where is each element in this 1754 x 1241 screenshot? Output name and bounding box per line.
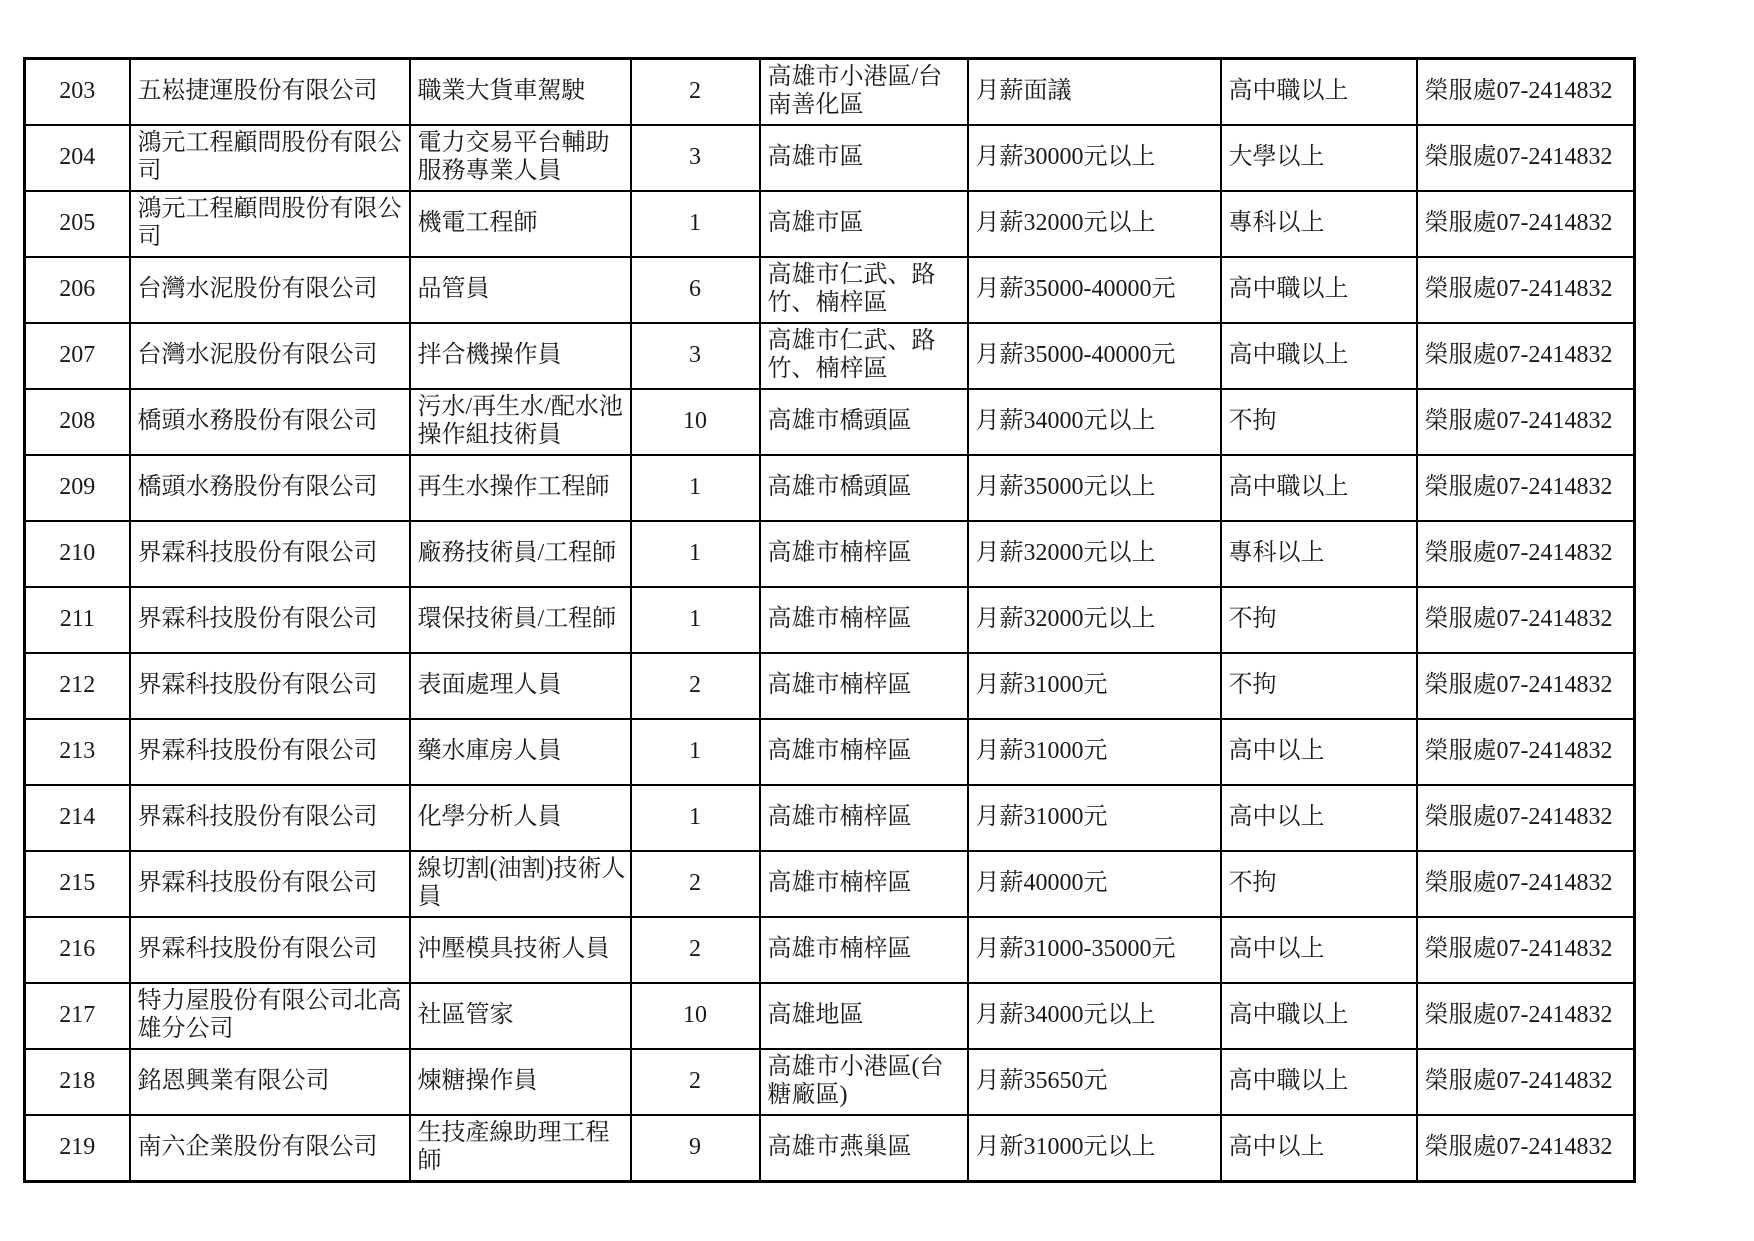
- cell-company-name: 銘恩興業有限公司: [130, 1049, 410, 1115]
- cell-salary: 月薪31000元: [968, 719, 1221, 785]
- cell-salary: 月薪31000元: [968, 653, 1221, 719]
- cell-job-title: 煉糖操作員: [410, 1049, 631, 1115]
- cell-contact-info: 榮服處07-2414832: [1417, 323, 1635, 389]
- table-row: [25, 983, 1635, 1049]
- cell-work-location: 高雄市橋頭區: [760, 389, 968, 455]
- cell-job-title: 線切割(油割)技術人員: [410, 851, 631, 917]
- cell-contact-info: 榮服處07-2414832: [1417, 719, 1635, 785]
- cell-education-requirement: 專科以上: [1221, 191, 1417, 257]
- cell-openings-count: 3: [631, 125, 760, 191]
- cell-openings-count: 1: [631, 719, 760, 785]
- cell-education-requirement: 高中職以上: [1221, 323, 1417, 389]
- cell-openings-count: 10: [631, 389, 760, 455]
- cell-contact-info: 榮服處07-2414832: [1417, 851, 1635, 917]
- cell-row-number: 208: [25, 389, 130, 455]
- cell-job-title: 機電工程師: [410, 191, 631, 257]
- cell-contact-info: 榮服處07-2414832: [1417, 455, 1635, 521]
- cell-row-number: 215: [25, 851, 130, 917]
- cell-job-title: 生技產線助理工程師: [410, 1115, 631, 1182]
- cell-education-requirement: 高中以上: [1221, 719, 1417, 785]
- cell-work-location: 高雄市橋頭區: [760, 455, 968, 521]
- table-row: [25, 851, 1635, 917]
- cell-company-name: 界霖科技股份有限公司: [130, 719, 410, 785]
- cell-company-name: 界霖科技股份有限公司: [130, 521, 410, 587]
- cell-education-requirement: 不拘: [1221, 587, 1417, 653]
- cell-salary: 月薪35000-40000元: [968, 257, 1221, 323]
- cell-work-location: 高雄市楠梓區: [760, 719, 968, 785]
- cell-work-location: 高雄市燕巢區: [760, 1115, 968, 1182]
- table-row: [25, 257, 1635, 323]
- cell-company-name: 界霖科技股份有限公司: [130, 917, 410, 983]
- cell-row-number: 206: [25, 257, 130, 323]
- cell-contact-info: 榮服處07-2414832: [1417, 917, 1635, 983]
- cell-row-number: 214: [25, 785, 130, 851]
- cell-work-location: 高雄市仁武、路竹、楠梓區: [760, 257, 968, 323]
- cell-work-location: 高雄市區: [760, 125, 968, 191]
- table-row: [25, 1049, 1635, 1115]
- cell-salary: 月新31000元以上: [968, 1115, 1221, 1182]
- cell-salary: 月薪35650元: [968, 1049, 1221, 1115]
- cell-job-title: 拌合機操作員: [410, 323, 631, 389]
- cell-openings-count: 3: [631, 323, 760, 389]
- cell-education-requirement: 不拘: [1221, 851, 1417, 917]
- cell-openings-count: 1: [631, 785, 760, 851]
- cell-job-title: 電力交易平台輔助服務專業人員: [410, 125, 631, 191]
- cell-row-number: 204: [25, 125, 130, 191]
- table-row: [25, 455, 1635, 521]
- cell-contact-info: 榮服處07-2414832: [1417, 257, 1635, 323]
- cell-openings-count: 9: [631, 1115, 760, 1182]
- cell-job-title: 品管員: [410, 257, 631, 323]
- cell-work-location: 高雄市小港區/台南善化區: [760, 59, 968, 126]
- cell-salary: 月薪35000-40000元: [968, 323, 1221, 389]
- cell-contact-info: 榮服處07-2414832: [1417, 785, 1635, 851]
- cell-openings-count: 1: [631, 455, 760, 521]
- cell-row-number: 219: [25, 1115, 130, 1182]
- cell-job-title: 污水/再生水/配水池操作組技術員: [410, 389, 631, 455]
- table-row: [25, 719, 1635, 785]
- cell-education-requirement: 專科以上: [1221, 521, 1417, 587]
- cell-contact-info: 榮服處07-2414832: [1417, 653, 1635, 719]
- cell-contact-info: 榮服處07-2414832: [1417, 59, 1635, 126]
- cell-company-name: 界霖科技股份有限公司: [130, 587, 410, 653]
- cell-company-name: 鴻元工程顧問股份有限公司: [130, 191, 410, 257]
- cell-row-number: 209: [25, 455, 130, 521]
- cell-work-location: 高雄市楠梓區: [760, 521, 968, 587]
- cell-company-name: 橋頭水務股份有限公司: [130, 455, 410, 521]
- table-row: [25, 59, 1635, 126]
- cell-job-title: 社區管家: [410, 983, 631, 1049]
- cell-company-name: 特力屋股份有限公司北高雄分公司: [130, 983, 410, 1049]
- cell-work-location: 高雄地區: [760, 983, 968, 1049]
- cell-work-location: 高雄市區: [760, 191, 968, 257]
- cell-company-name: 台灣水泥股份有限公司: [130, 323, 410, 389]
- cell-contact-info: 榮服處07-2414832: [1417, 1049, 1635, 1115]
- cell-job-title: 再生水操作工程師: [410, 455, 631, 521]
- cell-row-number: 213: [25, 719, 130, 785]
- table-row: [25, 917, 1635, 983]
- table-row: [25, 323, 1635, 389]
- cell-education-requirement: 高中以上: [1221, 785, 1417, 851]
- cell-work-location: 高雄市楠梓區: [760, 851, 968, 917]
- cell-work-location: 高雄市楠梓區: [760, 653, 968, 719]
- cell-openings-count: 6: [631, 257, 760, 323]
- cell-education-requirement: 高中職以上: [1221, 1049, 1417, 1115]
- cell-openings-count: 1: [631, 191, 760, 257]
- table-row: [25, 125, 1635, 191]
- cell-education-requirement: 高中職以上: [1221, 59, 1417, 126]
- table-row: [25, 587, 1635, 653]
- cell-company-name: 界霖科技股份有限公司: [130, 653, 410, 719]
- cell-company-name: 橋頭水務股份有限公司: [130, 389, 410, 455]
- cell-work-location: 高雄市小港區(台糖廠區): [760, 1049, 968, 1115]
- cell-education-requirement: 大學以上: [1221, 125, 1417, 191]
- table-row: [25, 785, 1635, 851]
- cell-contact-info: 榮服處07-2414832: [1417, 521, 1635, 587]
- cell-job-title: 環保技術員/工程師: [410, 587, 631, 653]
- cell-openings-count: 2: [631, 851, 760, 917]
- cell-company-name: 界霖科技股份有限公司: [130, 851, 410, 917]
- cell-contact-info: 榮服處07-2414832: [1417, 1115, 1635, 1182]
- cell-work-location: 高雄市楠梓區: [760, 917, 968, 983]
- cell-work-location: 高雄市仁武、路竹、楠梓區: [760, 323, 968, 389]
- cell-openings-count: 2: [631, 59, 760, 126]
- cell-company-name: 南六企業股份有限公司: [130, 1115, 410, 1182]
- cell-company-name: 五崧捷運股份有限公司: [130, 59, 410, 126]
- cell-education-requirement: 高中職以上: [1221, 455, 1417, 521]
- cell-salary: 月薪32000元以上: [968, 587, 1221, 653]
- cell-job-title: 藥水庫房人員: [410, 719, 631, 785]
- cell-contact-info: 榮服處07-2414832: [1417, 389, 1635, 455]
- cell-salary: 月薪32000元以上: [968, 521, 1221, 587]
- cell-row-number: 211: [25, 587, 130, 653]
- cell-salary: 月薪31000-35000元: [968, 917, 1221, 983]
- cell-job-title: 表面處理人員: [410, 653, 631, 719]
- cell-work-location: 高雄市楠梓區: [760, 587, 968, 653]
- cell-education-requirement: 高中職以上: [1221, 257, 1417, 323]
- cell-salary: 月薪31000元: [968, 785, 1221, 851]
- cell-salary: 月薪32000元以上: [968, 191, 1221, 257]
- cell-company-name: 鴻元工程顧問股份有限公司: [130, 125, 410, 191]
- cell-education-requirement: 高中以上: [1221, 917, 1417, 983]
- cell-openings-count: 2: [631, 653, 760, 719]
- cell-salary: 月薪40000元: [968, 851, 1221, 917]
- cell-row-number: 217: [25, 983, 130, 1049]
- cell-salary: 月薪34000元以上: [968, 389, 1221, 455]
- cell-contact-info: 榮服處07-2414832: [1417, 125, 1635, 191]
- cell-row-number: 210: [25, 521, 130, 587]
- cell-salary: 月薪30000元以上: [968, 125, 1221, 191]
- cell-row-number: 218: [25, 1049, 130, 1115]
- cell-company-name: 界霖科技股份有限公司: [130, 785, 410, 851]
- table-row: [25, 191, 1635, 257]
- cell-salary: 月薪35000元以上: [968, 455, 1221, 521]
- cell-row-number: 205: [25, 191, 130, 257]
- cell-job-title: 廠務技術員/工程師: [410, 521, 631, 587]
- cell-education-requirement: 不拘: [1221, 389, 1417, 455]
- cell-contact-info: 榮服處07-2414832: [1417, 191, 1635, 257]
- cell-education-requirement: 不拘: [1221, 653, 1417, 719]
- cell-education-requirement: 高中以上: [1221, 1115, 1417, 1182]
- cell-openings-count: 1: [631, 521, 760, 587]
- cell-job-title: 化學分析人員: [410, 785, 631, 851]
- cell-contact-info: 榮服處07-2414832: [1417, 983, 1635, 1049]
- cell-job-title: 職業大貨車駕駛: [410, 59, 631, 126]
- cell-education-requirement: 高中職以上: [1221, 983, 1417, 1049]
- cell-work-location: 高雄市楠梓區: [760, 785, 968, 851]
- table-row: [25, 1115, 1635, 1182]
- cell-salary: 月薪面議: [968, 59, 1221, 126]
- cell-contact-info: 榮服處07-2414832: [1417, 587, 1635, 653]
- cell-openings-count: 2: [631, 917, 760, 983]
- cell-salary: 月薪34000元以上: [968, 983, 1221, 1049]
- cell-row-number: 203: [25, 59, 130, 126]
- table-row: [25, 653, 1635, 719]
- cell-row-number: 212: [25, 653, 130, 719]
- cell-row-number: 216: [25, 917, 130, 983]
- cell-company-name: 台灣水泥股份有限公司: [130, 257, 410, 323]
- cell-openings-count: 2: [631, 1049, 760, 1115]
- job-listings-table: [23, 57, 1636, 1183]
- cell-openings-count: 10: [631, 983, 760, 1049]
- cell-openings-count: 1: [631, 587, 760, 653]
- table-row: [25, 521, 1635, 587]
- cell-job-title: 沖壓模具技術人員: [410, 917, 631, 983]
- cell-row-number: 207: [25, 323, 130, 389]
- table-row: [25, 389, 1635, 455]
